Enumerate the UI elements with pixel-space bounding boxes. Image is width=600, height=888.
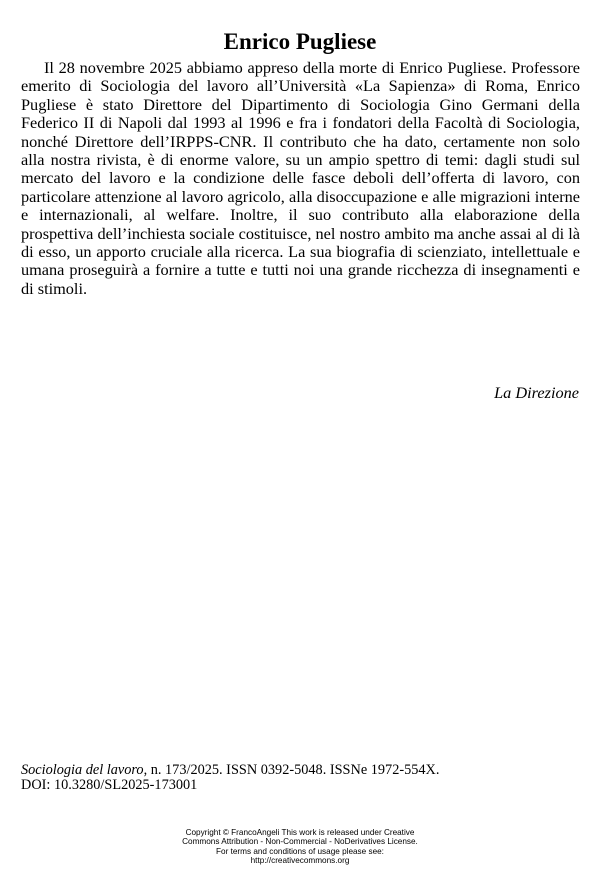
license-notice bbox=[0, 828, 600, 865]
license-line: For terms and conditions of usage please see: bbox=[216, 846, 384, 856]
citation-line bbox=[21, 763, 439, 778]
license-line: Copyright © FrancoAngeli This work is released under Creative bbox=[185, 828, 415, 837]
page-title: Enrico Pugliese bbox=[223, 29, 377, 55]
issue-info: , n. 173/2025. ISSN 0392-5048. ISSNe 1972-554X. bbox=[143, 762, 440, 778]
journal-name: Sociologia del lavoro bbox=[21, 762, 144, 778]
citation-block bbox=[21, 763, 439, 793]
doi: DOI: 10.3280/SL2025-173001 bbox=[21, 777, 198, 793]
license-line: Commons Attribution - Non-Commercial - NoDerivatives License. bbox=[182, 837, 418, 847]
obituary-paragraph: Il 28 novembre 2025 abbiamo appreso della morte di Enrico Pugliese. Professore emerito di Sociologia del lavoro all’Università «La Sapienza» di Roma, Enrico Pugliese è stato Direttore del Dipartimento di Sociologia Gino Germani della Federico II di Napoli dal 1993 al 1996 e fra i fondatori della Facoltà di Sociologia, nonché Direttore dell’IRPPS-CNR. Il contributo che ha dato, certamente non solo alla nostra rivista, è di enorme valore, su un ampio spettro di temi: dagli studi sul mercato del lavoro e la condizione delle fasce deboli dell’offerta di lavoro, con particolare attenzione al lavoro agricolo, alla disoccupazione e alle migrazioni interne e internazionali, al welfare. Inoltre, il suo contributo alla elaborazione della prospettiva dell’inchiesta sociale costituisce, nel nostro ambito ma anche assai al di là di esso, un apporto cruciale alla ricerca. La sua biografia di scienziato, intellettuale e umana proseguirà a fornire a tutte e tutti noi una grande ricchezza di insegnamenti e di stimoli. bbox=[21, 58, 580, 298]
license-url: http://creativecommons.org bbox=[250, 855, 350, 865]
signature: La Direzione bbox=[494, 383, 579, 402]
